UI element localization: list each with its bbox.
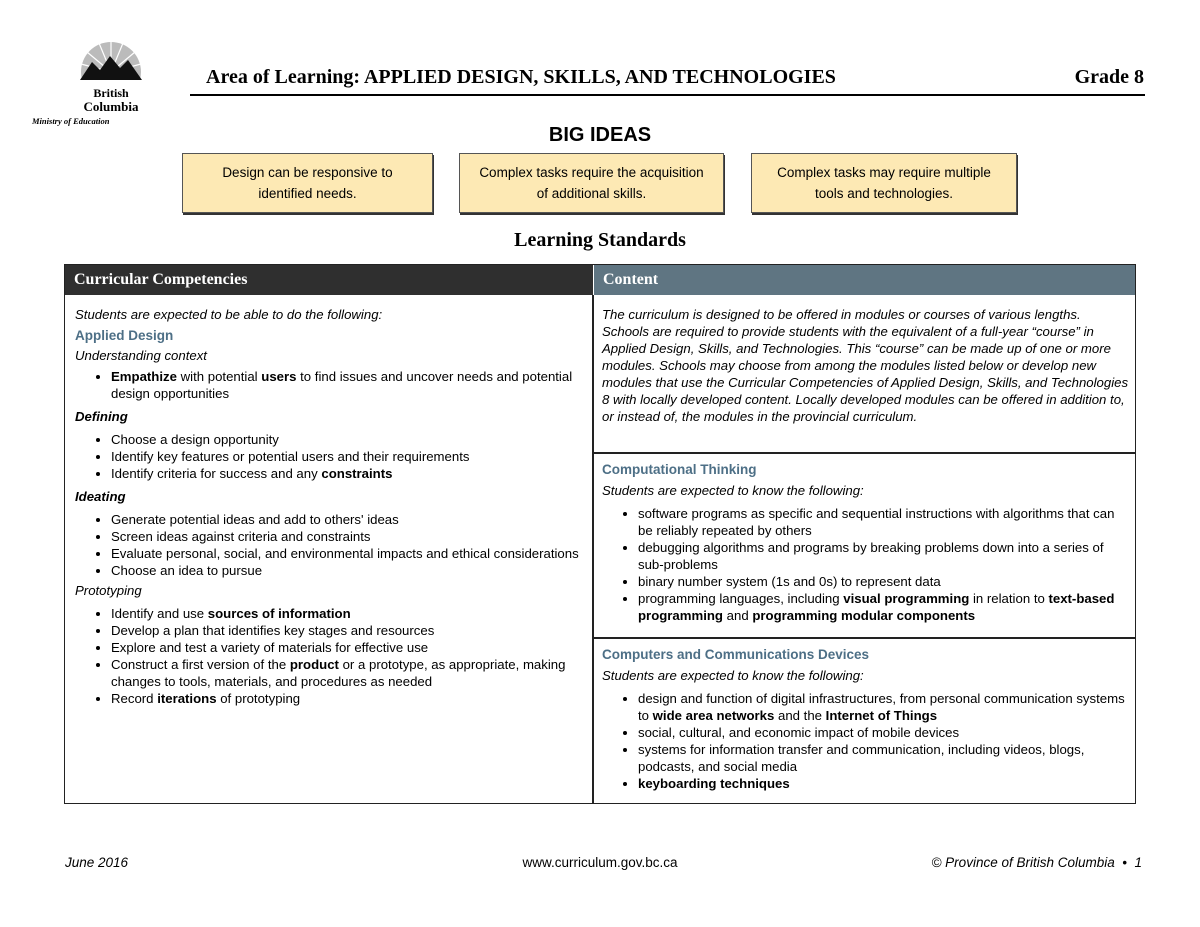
learning-standards-heading: Learning Standards — [514, 229, 686, 251]
footer-date: June 2016 — [65, 855, 129, 870]
list-item: • Screen ideas against criteria and constraints — [111, 528, 585, 545]
list-item: • software programs as specific and sequential instructions with algorithms that can be reliably repeated by others — [638, 505, 1130, 539]
list-item: • social, cultural, and economic impact of mobile devices — [638, 724, 1130, 741]
list-item: • Choose an idea to pursue — [111, 562, 585, 579]
subsection-understanding-context: Understanding context — [75, 348, 207, 363]
grade-label: Grade 8 — [1074, 66, 1144, 88]
col-header-content: Content — [594, 265, 1135, 295]
section-computational-thinking: Computational Thinking — [602, 462, 757, 477]
devices-list — [602, 690, 1130, 792]
list-item: • Evaluate personal, social, and environmental impacts and ethical considerations — [111, 545, 585, 562]
logo-line-2: Columbia — [83, 99, 139, 114]
list-item: • Identify criteria for success and any constraints — [111, 465, 585, 482]
list-item: • Generate potential ideas and add to others' ideas — [111, 511, 585, 528]
logo-line-3: Ministry of Education — [32, 116, 110, 126]
list-item: • design and function of digital infrastructures, from personal communication systems to wide area networks and the Internet of Things — [638, 690, 1130, 724]
list-item: • programming languages, including visual programming in relation to text-based programming and programming modular components — [638, 590, 1130, 624]
row-divider-1 — [594, 452, 1135, 454]
defining-list — [75, 431, 585, 482]
subsection-prototyping: Prototyping — [75, 583, 142, 598]
computational-subtitle: Students are expected to know the following: — [602, 483, 864, 498]
devices-subtitle: Students are expected to know the following: — [602, 668, 864, 683]
computational-list — [602, 505, 1130, 624]
section-computers-devices: Computers and Communications Devices — [602, 647, 870, 662]
footer-copyright: © Province of British Columbia • 1 — [931, 855, 1142, 870]
list-item: • Construct a first version of the product or a prototype, as appropriate, making changes to tools, materials, and procedures as needed — [111, 656, 585, 690]
big-idea-3: Complex tasks may require multiple tools and technologies. — [751, 153, 1017, 213]
devices-cell — [602, 646, 1130, 792]
row-divider-2 — [594, 637, 1135, 639]
list-item: • debugging algorithms and programs by breaking problems down into a series of sub-problems — [638, 539, 1130, 573]
prototyping-list — [75, 605, 585, 707]
section-applied-design: Applied Design — [75, 328, 174, 343]
subsection-ideating: Ideating — [75, 489, 126, 504]
header-rule — [190, 94, 1145, 96]
computational-thinking-cell — [602, 461, 1130, 624]
list-item: • systems for information transfer and communication, including videos, blogs, podcasts, and social media — [638, 741, 1130, 775]
col-header-competencies: Curricular Competencies — [65, 265, 593, 295]
list-item: • Identify key features or potential users and their requirements — [111, 448, 585, 465]
page-title: Area of Learning: APPLIED DESIGN, SKILLS, AND TECHNOLOGIES — [206, 66, 836, 88]
footer-url[interactable]: www.curriculum.gov.bc.ca — [522, 855, 678, 870]
understanding-list — [75, 368, 585, 402]
big-idea-2: Complex tasks require the acquisition of additional skills. — [459, 153, 724, 213]
bc-sun-mountain-icon — [52, 38, 170, 80]
learning-standards-table — [64, 264, 1136, 804]
logo-line-1: British — [93, 86, 129, 100]
list-item: • Empathize with potential users to find issues and uncover needs and potential design opportunities — [111, 368, 585, 402]
big-idea-1: Design can be responsive to identified needs. — [182, 153, 433, 213]
list-item: • Develop a plan that identifies key stages and resources — [111, 622, 585, 639]
subsection-defining: Defining — [75, 409, 128, 424]
list-item: • Record iterations of prototyping — [111, 690, 585, 707]
competencies-intro: Students are expected to be able to do the following: — [75, 307, 383, 322]
list-item: • Identify and use sources of information — [111, 605, 585, 622]
big-ideas-heading: BIG IDEAS — [548, 124, 652, 146]
competencies-cell — [75, 306, 585, 707]
list-item: • Choose a design opportunity — [111, 431, 585, 448]
bc-logo — [32, 38, 170, 130]
list-item: • Explore and test a variety of materials for effective use — [111, 639, 585, 656]
content-intro: The curriculum is designed to be offered in modules or courses of various lengths. Schools are required to provide students with the equivalent of a full-year “course” in Applied Design, Skills, and Technologies. This “course” can be made up of one or more modules. Schools may choose from among the modules listed below or develop new modules that use the Curricular Competencies of Applied Design, Skills, and Technologies 8 with locally developed content. Locally developed modules can be offered in addition to, or instead of, the modules in the provincial curriculum. — [602, 307, 1129, 424]
column-divider — [592, 295, 594, 803]
list-item: • binary number system (1s and 0s) to represent data — [638, 573, 1130, 590]
ideating-list — [75, 511, 585, 579]
list-item: • keyboarding techniques — [638, 775, 1130, 792]
